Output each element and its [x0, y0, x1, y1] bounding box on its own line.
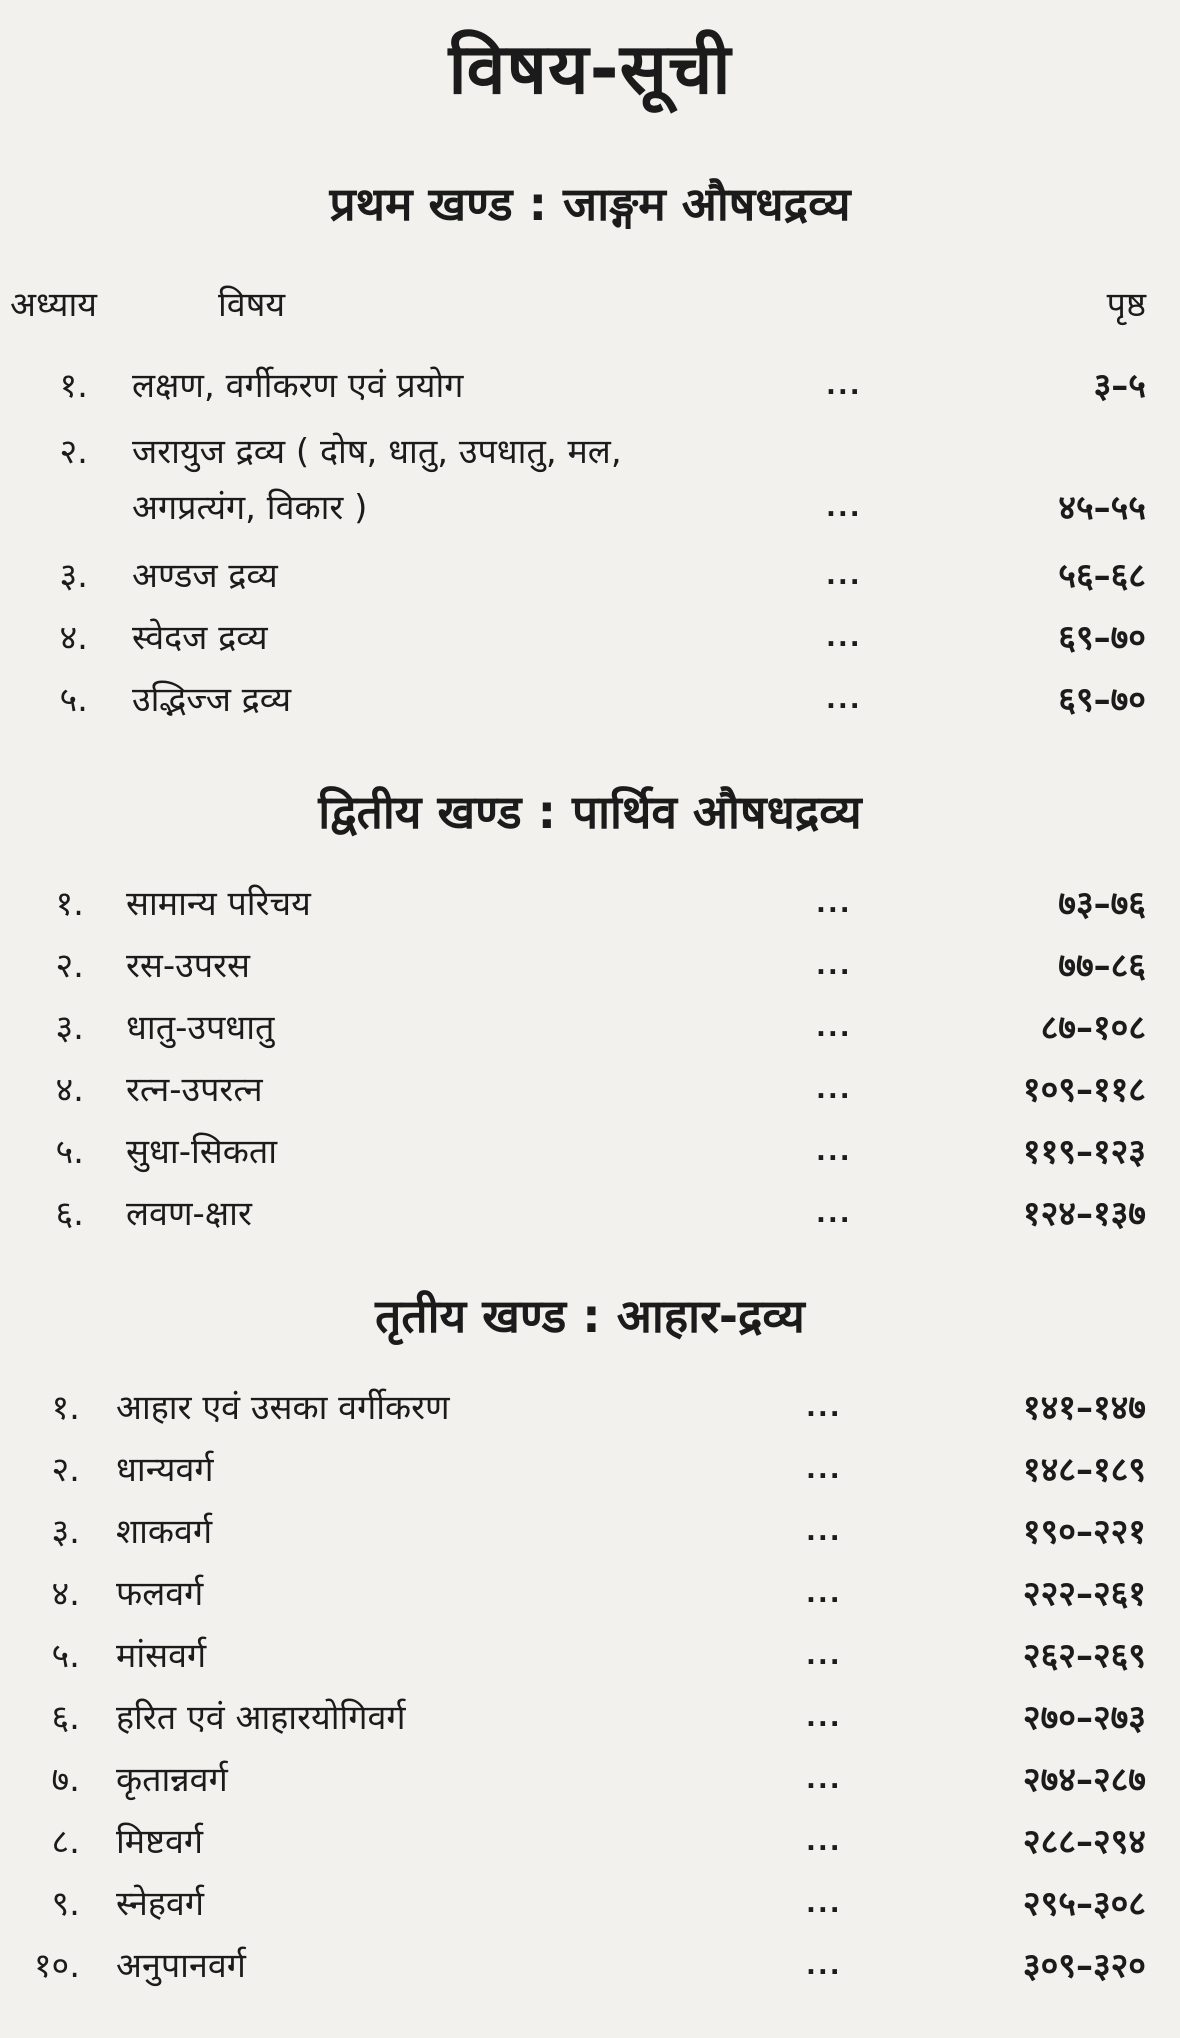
toc-row-number: ३.: [55, 1008, 84, 1048]
toc-row-page: ६९–७०: [1058, 618, 1146, 658]
toc-row-leader: ...: [816, 1199, 852, 1229]
toc-row-subject: अनुपानवर्ग: [116, 1946, 246, 1986]
toc-row-page: ३–५: [1093, 366, 1146, 406]
toc-row-subject-continued: अगप्रत्यंग, विकार ): [132, 488, 368, 528]
toc-row-number: ४.: [51, 1574, 80, 1614]
page-title: विषय-सूची: [448, 28, 732, 110]
toc-row: [0, 424, 1180, 536]
toc-row-number: १०.: [33, 1946, 80, 1986]
toc-row: [0, 610, 1180, 666]
toc-row: [0, 876, 1180, 932]
toc-row-subject: रत्न-उपरत्न: [126, 1070, 263, 1110]
section-title-3: तृतीय खण्ड : आहार-द्रव्य: [375, 1289, 805, 1343]
toc-row-subject: कृतान्नवर्ग: [116, 1760, 228, 1800]
toc-row-page: १२४–१३७: [1022, 1194, 1146, 1234]
column-header-page: पृष्ठ: [1106, 285, 1146, 325]
toc-row: [0, 1124, 1180, 1180]
toc-row-page: ११९–१२३: [1022, 1132, 1146, 1172]
toc-row-page: १०९–११८: [1022, 1070, 1146, 1110]
toc-row-number: १.: [51, 1388, 80, 1428]
toc-row-number: २.: [51, 1450, 80, 1490]
toc-row-number: ९.: [51, 1884, 80, 1924]
toc-row-subject: मांसवर्ग: [116, 1636, 207, 1676]
column-header-chapter: अध्याय: [10, 285, 98, 325]
toc-row: [0, 1566, 1180, 1622]
toc-row: [0, 1752, 1180, 1808]
toc-row-page: २९५–३०८: [1022, 1884, 1146, 1924]
toc-row-subject: हरित एवं आहारयोगिवर्ग: [116, 1698, 406, 1738]
toc-row-page: २२२–२६१: [1022, 1574, 1146, 1614]
toc-row-number: १.: [59, 366, 88, 406]
toc-row: [0, 1938, 1180, 1994]
toc-row-leader: ...: [816, 1013, 852, 1043]
toc-row-page: ६९–७०: [1058, 680, 1146, 720]
toc-row-page: ७७–८६: [1058, 946, 1146, 986]
toc-row-page: २७०–२७३: [1022, 1698, 1146, 1738]
toc-row: [0, 1876, 1180, 1932]
toc-row-page: ७३–७६: [1058, 884, 1146, 924]
toc-row: [0, 1628, 1180, 1684]
toc-row-number: ८.: [51, 1822, 80, 1862]
toc-row-number: ६.: [51, 1698, 80, 1738]
toc-row: [0, 1186, 1180, 1242]
toc-row-leader: ...: [826, 371, 862, 401]
toc-row-subject: धान्यवर्ग: [116, 1450, 214, 1490]
toc-row-number: ३.: [59, 556, 88, 596]
toc-row-page: २७४–२८७: [1022, 1760, 1146, 1800]
section-title-2: द्वितीय खण्ड : पार्थिव औषधद्रव्य: [318, 785, 862, 839]
toc-row-leader: ...: [806, 1393, 842, 1423]
toc-row: [0, 672, 1180, 728]
toc-row-leader: ...: [816, 1137, 852, 1167]
toc-row-leader: ...: [806, 1641, 842, 1671]
toc-row: [0, 548, 1180, 604]
toc-row-number: २.: [59, 432, 88, 472]
toc-row-number: ५.: [55, 1132, 84, 1172]
toc-row-number: ४.: [55, 1070, 84, 1110]
toc-row-leader: ...: [806, 1517, 842, 1547]
toc-row: [0, 1000, 1180, 1056]
toc-row-leader: ...: [806, 1765, 842, 1795]
toc-row-subject: सामान्य परिचय: [126, 884, 311, 924]
toc-row-page: ५६–६८: [1058, 556, 1146, 596]
toc-row-leader: ...: [826, 561, 862, 591]
toc-row: [0, 938, 1180, 994]
toc-row: [0, 358, 1180, 414]
toc-row-number: २.: [55, 946, 84, 986]
toc-row-subject: धातु-उपधातु: [126, 1008, 275, 1048]
toc-row-subject: मिष्टवर्ग: [116, 1822, 204, 1862]
toc-row-subject: शाकवर्ग: [116, 1512, 213, 1552]
toc-row-leader: ...: [816, 1075, 852, 1105]
toc-row-subject: स्वेदज द्रव्य: [132, 618, 268, 658]
toc-row-number: ४.: [59, 618, 88, 658]
toc-row-page: १४१–१४७: [1022, 1388, 1146, 1428]
toc-row-number: ३.: [51, 1512, 80, 1552]
toc-row-leader: ...: [806, 1579, 842, 1609]
toc-row: [0, 1062, 1180, 1118]
toc-row-subject: सुधा-सिकता: [126, 1132, 278, 1172]
toc-row-subject: उद्भिज्ज द्रव्य: [132, 680, 292, 720]
toc-row-number: ६.: [55, 1194, 84, 1234]
toc-row-subject: लवण-क्षार: [126, 1194, 252, 1234]
toc-row-subject: अण्डज द्रव्य: [132, 556, 278, 596]
toc-row: [0, 1690, 1180, 1746]
toc-row-page: ३०९–३२०: [1022, 1946, 1146, 1986]
toc-row-page: १४८–१८९: [1022, 1450, 1146, 1490]
toc-row-page: ४५–५५: [1058, 488, 1146, 528]
toc-row-number: ५.: [59, 680, 88, 720]
toc-row-page: २६२–२६९: [1022, 1636, 1146, 1676]
toc-row: [0, 1442, 1180, 1498]
toc-row-leader: ...: [826, 493, 862, 523]
toc-row-leader: ...: [826, 623, 862, 653]
toc-row-page: ८७–१०८: [1040, 1008, 1146, 1048]
toc-row-number: ७.: [51, 1760, 80, 1800]
toc-row-leader: ...: [816, 951, 852, 981]
column-header-subject: विषय: [218, 285, 286, 325]
toc-row-leader: ...: [806, 1827, 842, 1857]
toc-row-leader: ...: [806, 1889, 842, 1919]
toc-row-number: १.: [55, 884, 84, 924]
toc-row-leader: ...: [806, 1951, 842, 1981]
toc-row-subject: रस-उपरस: [126, 946, 250, 986]
toc-row: [0, 1380, 1180, 1436]
toc-row-number: ५.: [51, 1636, 80, 1676]
toc-row-subject: लक्षण, वर्गीकरण एवं प्रयोग: [132, 366, 464, 406]
toc-row-subject: जरायुज द्रव्य ( दोष, धातु, उपधातु, मल,: [132, 432, 622, 472]
toc-row-leader: ...: [826, 685, 862, 715]
section-title-1: प्रथम खण्ड : जाङ्गम औषधद्रव्य: [329, 177, 851, 231]
toc-row: [0, 1504, 1180, 1560]
toc-row-subject: फलवर्ग: [116, 1574, 204, 1614]
toc-row-page: १९०–२२१: [1022, 1512, 1146, 1552]
toc-row-leader: ...: [806, 1455, 842, 1485]
toc-row-leader: ...: [806, 1703, 842, 1733]
toc-row-page: २८८–२९४: [1022, 1822, 1146, 1862]
toc-row-subject: आहार एवं उसका वर्गीकरण: [116, 1388, 450, 1428]
toc-row: [0, 1814, 1180, 1870]
toc-row-leader: ...: [816, 889, 852, 919]
toc-row-subject: स्नेहवर्ग: [116, 1884, 204, 1924]
